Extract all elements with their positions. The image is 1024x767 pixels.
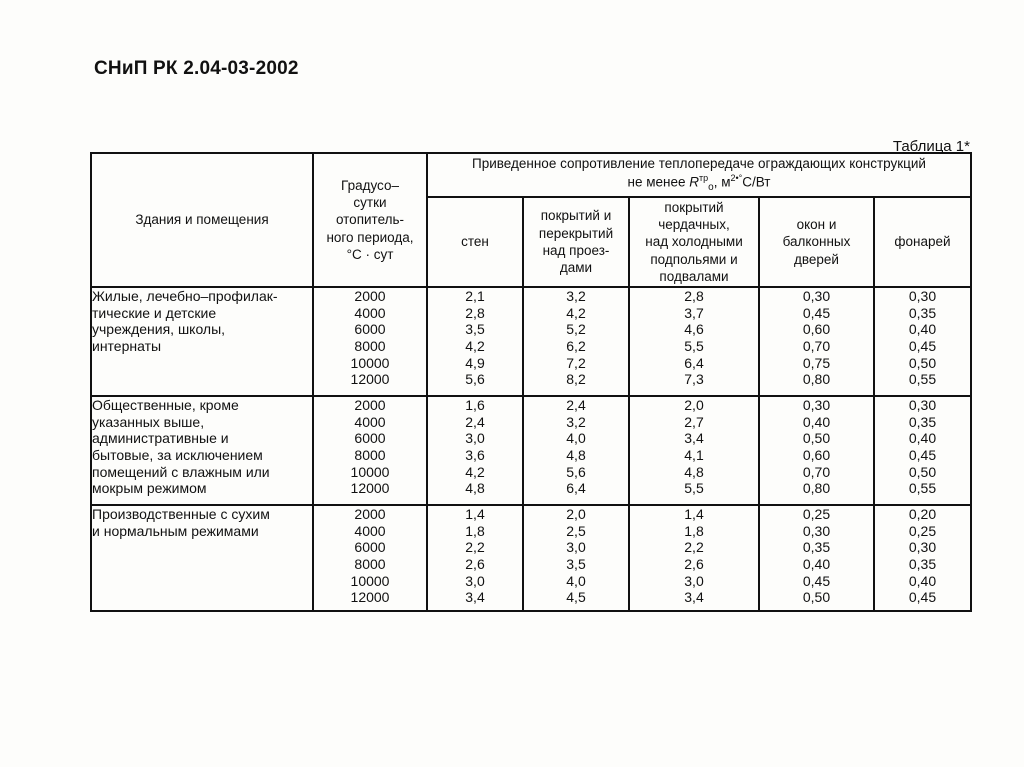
cell-line: над холодными [645,234,743,250]
cell-line: 4,2 [566,304,586,321]
roofs-cell [523,396,629,505]
cell-line: 3,5 [465,321,485,338]
walls-cell [427,396,523,505]
cell-line: фонарей [894,234,951,250]
cell-line: 0,40 [908,321,937,338]
cell-line: 0,30 [908,288,937,304]
header-windows [759,197,874,287]
attic-cell [629,505,759,611]
cell-line: 0,50 [802,589,831,606]
cell-line: интернаты [92,337,162,354]
header-resistance-group [427,153,971,197]
cell-line: над проез- [542,243,610,258]
cell-line: 2,8 [684,288,704,304]
cell-line: 2,6 [465,555,485,572]
cell-line: 1,4 [465,506,485,522]
cell-line: 4,9 [465,354,485,371]
cell-line: 3,0 [465,430,485,447]
cell-line: 7,3 [684,371,704,388]
cell-line: административные и [92,430,229,447]
table-row [91,505,971,611]
cell-line: 8000 [354,555,386,572]
cell-line: стен [461,234,489,250]
cell-line: 0,40 [802,413,831,430]
walls-cell [427,505,523,611]
cell-line: 3,0 [684,572,704,589]
cell-line: 12000 [350,589,390,606]
cell-line: 1,8 [465,522,485,539]
degree-days-cell [313,287,427,396]
cell-line: 2,0 [684,397,704,413]
cell-line: 0,30 [802,397,831,413]
cell-line: 2,1 [465,288,485,304]
cell-line: отопитель- [335,212,405,228]
cell-line: 6000 [354,539,386,556]
header-r-sup: тр [698,172,709,183]
skylights-cell [874,505,971,611]
cell-line: 4000 [354,413,386,430]
cell-line: 0,30 [802,522,831,539]
cell-line: мокрым режимом [92,480,207,497]
cell-line: 3,4 [684,589,704,606]
cell-line: 0,45 [802,304,831,321]
cell-line: 2,0 [566,506,586,522]
thermal-resistance-table [90,152,972,612]
header-roofs [523,197,629,287]
cell-line: 2,4 [566,397,586,413]
cell-line: 4,2 [465,463,485,480]
skylights-cell [874,396,971,505]
cell-line: 6,4 [566,480,586,497]
cell-line: окон и [796,217,837,233]
degree-days-cell [313,505,427,611]
cell-line: 4,0 [566,430,586,447]
cell-line: 5,6 [566,463,586,480]
cell-line: 6,2 [566,337,586,354]
cell-line: 0,30 [802,288,831,304]
roofs-cell [523,505,629,611]
cell-line: 1,4 [684,506,704,522]
cell-line: 4,2 [465,337,485,354]
walls-cell [427,287,523,396]
windows-cell [759,396,874,505]
header-group-line1: Приведенное сопротивление теплопередаче ограждающих конструкций [472,156,926,172]
cell-line: 0,40 [802,555,831,572]
cell-line: 3,7 [684,304,704,321]
cell-line: 4,6 [684,321,704,338]
cell-line: 0,50 [908,463,937,480]
cell-line: 1,6 [465,397,485,413]
document-header: СНиП РК 2.04-03-2002 [94,58,299,79]
cell-line: и нормальным режимами [92,522,259,539]
cell-line: 0,40 [908,430,937,447]
group-name-residential [91,287,313,396]
cell-line: 4,8 [465,480,485,497]
header-unit-pre: , м [713,174,731,190]
cell-line: 3,6 [465,446,485,463]
cell-line: балконных [782,234,851,250]
table-caption: Таблица 1* [892,138,970,155]
cell-line: 10000 [350,463,390,480]
header-walls [427,197,523,287]
cell-line: 2,2 [465,539,485,556]
cell-line: дверей [794,251,839,267]
header-r-symbol: R [689,174,699,190]
cell-line: 5,2 [566,321,586,338]
cell-line: 0,60 [802,321,831,338]
cell-line: 6000 [354,430,386,447]
windows-cell [759,505,874,611]
cell-line: подпольями и [650,251,738,267]
cell-line: 0,55 [908,371,937,388]
cell-line: 3,2 [566,288,586,304]
cell-line: 8000 [354,337,386,354]
roofs-cell [523,287,629,396]
cell-line: Жилые, лечебно–профилак- [92,288,278,304]
cell-line: 8000 [354,446,386,463]
header-degree-days [313,153,427,287]
cell-line: 0,25 [802,506,831,522]
cell-line: 2000 [354,506,386,522]
cell-line: 0,80 [802,371,831,388]
cell-line: 3,5 [566,555,586,572]
cell-line: 2,7 [684,413,704,430]
cell-line: дами [559,260,593,276]
cell-line: 3,0 [465,572,485,589]
cell-line: Общественные, кроме [92,397,239,413]
skylights-cell [874,287,971,396]
cell-line: 10000 [350,354,390,371]
cell-line: 0,45 [908,589,937,606]
cell-line: 3,4 [684,430,704,447]
cell-line: 5,5 [684,337,704,354]
cell-line: 0,55 [908,480,937,497]
cell-line: 2,5 [566,522,586,539]
cell-line: 3,0 [566,539,586,556]
cell-line: 0,20 [908,506,937,522]
cell-line: 0,35 [908,555,937,572]
cell-line: 0,80 [802,480,831,497]
header-attic [629,197,759,287]
cell-line: 6,4 [684,354,704,371]
header-r-sub: о [708,181,714,193]
cell-line: 1,8 [684,522,704,539]
cell-line: чердачных, [658,217,730,233]
cell-line: подвалами [659,268,729,284]
table-row [91,396,971,505]
cell-line: 0,70 [802,463,831,480]
cell-line: Градусо– [341,177,399,193]
cell-line: 0,40 [908,572,937,589]
windows-cell [759,287,874,396]
cell-line: помещений с влажным или [92,463,270,480]
cell-line: тические и детские [92,304,217,321]
cell-line: 0,35 [802,539,831,556]
header-unit-sup: 2•° [730,172,743,183]
cell-line: 0,30 [908,539,937,556]
header-skylights [874,197,971,287]
cell-line: 0,50 [802,430,831,447]
cell-line: 0,30 [908,397,937,413]
cell-line: 4,8 [684,463,704,480]
cell-line: 8,2 [566,371,586,388]
cell-line: 4000 [354,522,386,539]
cell-line: 0,45 [908,446,937,463]
cell-line: 2,2 [684,539,704,556]
cell-line: 2,6 [684,555,704,572]
header-unit-post: С/Вт [742,174,771,190]
cell-line: покрытий и [540,208,612,224]
cell-line: 6000 [354,321,386,338]
cell-line: учреждения, школы, [92,321,226,338]
cell-line: 7,2 [566,354,586,371]
cell-line: 5,6 [465,371,485,388]
cell-line: 0,70 [802,337,831,354]
cell-line: 0,60 [802,446,831,463]
cell-line: 0,45 [802,572,831,589]
degree-days-cell [313,396,427,505]
cell-line: 4,1 [684,446,704,463]
cell-line: сутки [353,195,387,211]
cell-line: 5,5 [684,480,704,497]
cell-line: 12000 [350,480,390,497]
attic-cell [629,287,759,396]
cell-line: 2000 [354,397,386,413]
cell-line: 0,75 [802,354,831,371]
cell-line: 12000 [350,371,390,388]
cell-line: ного периода, [326,229,414,245]
cell-line: 4000 [354,304,386,321]
cell-line: 3,2 [566,413,586,430]
cell-line: °С · сут [346,246,394,262]
group-name-industrial [91,505,313,611]
attic-cell [629,396,759,505]
table-row [91,287,971,396]
cell-line: 4,0 [566,572,586,589]
cell-line: 3,4 [465,589,485,606]
cell-line: 0,35 [908,304,937,321]
cell-line: 10000 [350,572,390,589]
cell-line: бытовые, за исключением [92,446,263,463]
cell-line: перекрытий [538,225,614,241]
cell-line: 4,5 [566,589,586,606]
cell-line: указанных выше, [92,413,205,430]
cell-line: 2000 [354,288,386,304]
header-buildings: Здания и помещения [91,153,313,287]
cell-line: 0,45 [908,337,937,354]
cell-line: 2,8 [465,304,485,321]
cell-line: 0,50 [908,354,937,371]
header-group-prefix: не менее [627,174,690,190]
cell-line: 0,25 [908,522,937,539]
group-name-public [91,396,313,505]
cell-line: Производственные с сухим [92,506,270,522]
cell-line: 2,4 [465,413,485,430]
cell-line: 4,8 [566,446,586,463]
cell-line: 0,35 [908,413,937,430]
cell-line: покрытий [664,199,724,215]
